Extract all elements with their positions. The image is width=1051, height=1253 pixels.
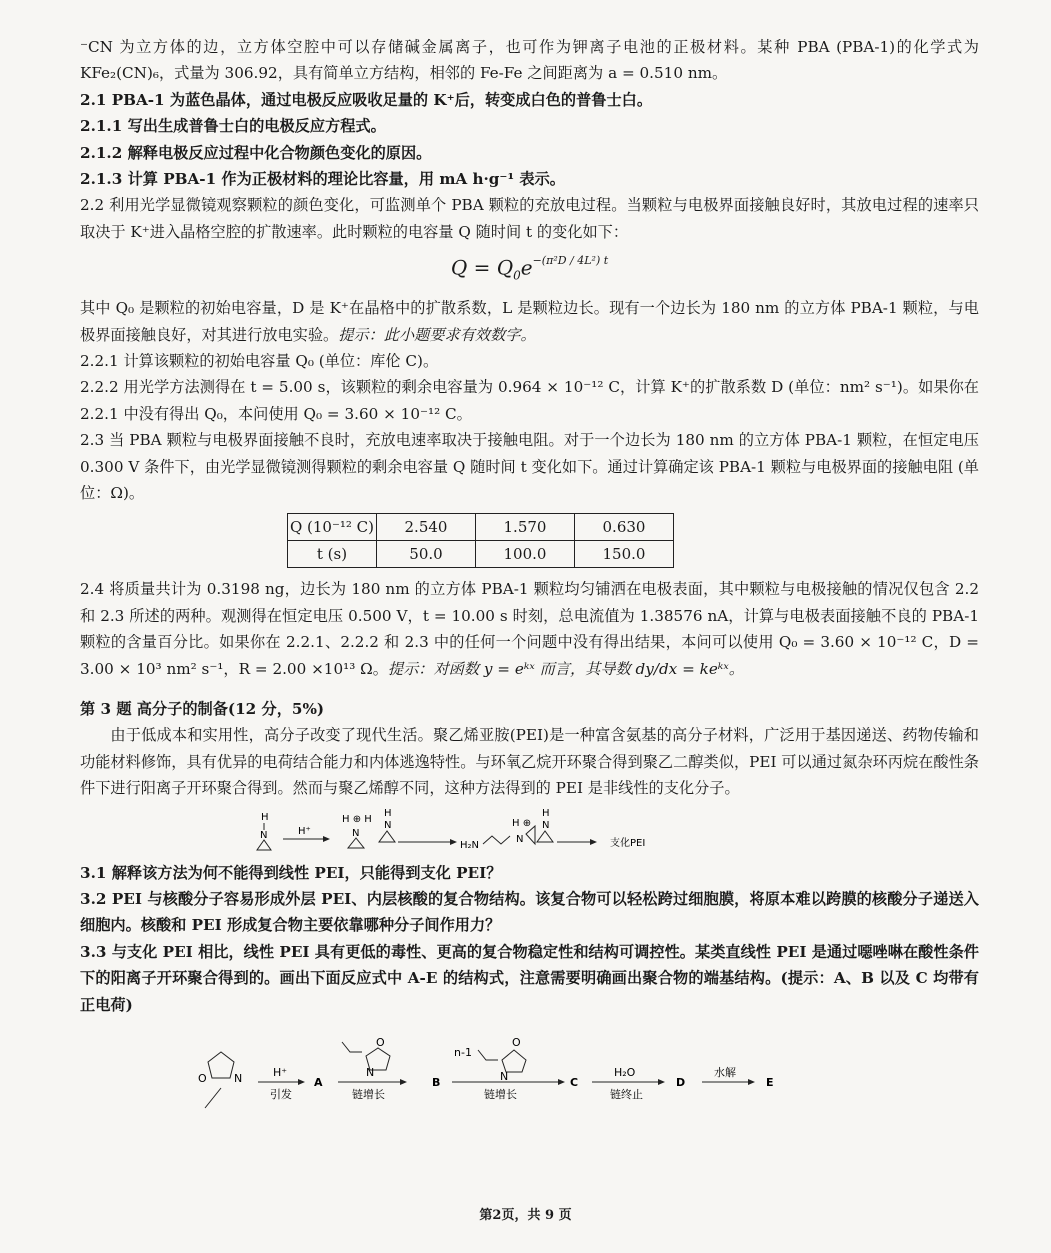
hint-significant-figures: 提示：此小题要求有效数字。 (338, 325, 536, 344)
svg-text:N: N (516, 833, 524, 845)
question-2-4: 2.4 将质量共计为 0.3198 ng，边长为 180 nm 的立方体 PBA-1 颗粒均匀铺洒在电极表面，其中颗粒与电极接触的情况仅包含 2.2 和 2.3 所述的两种。观测得在恒定电压 0.500 V，t = 10.00 s 时刻，总电流值为 1.38576 nA，计算与电极表面接触不良的 PBA-1 颗粒的含量百分比。如果你在 2.2.1、2.2.2 和 2.3 中的任何一个问题中没有得出结果，本问可以使用 Q₀ = 3.60 × 10⁻¹² C，D = 3.00 × 10³ nm² s⁻¹，R = 2.00 ×10¹³ Ω。提示：对函数 y = eᵏˣ 而言，其导数 dy/dx = keᵏˣ。 (80, 580, 979, 678)
scheme2-svg (80, 1036, 979, 1114)
section-3-title: 第 3 题 高分子的制备(12 分，5%) (80, 699, 325, 718)
label-e: E (766, 1076, 774, 1089)
question-2-1-1: 2.1.1 写出生成普鲁士白的电极反应方程式。 (80, 117, 386, 136)
svg-text:N: N (384, 819, 392, 831)
question-3-2: 3.2 PEI 与核酸分子容易形成外层 PEI、内层核酸的复合物结构。该复合物可以轻松跨过细胞膜，将原本难以跨膜的核酸分子递送入细胞内。核酸和 PEI 形成复合物主要依靠哪种分子间作用力？ (80, 889, 979, 935)
capacity-time-table (287, 513, 674, 569)
label-c: C (570, 1076, 579, 1089)
svg-text:n-1: n-1 (454, 1046, 472, 1059)
svg-text:N: N (260, 829, 268, 841)
oxazoline-icon (342, 1036, 390, 1079)
question-3-3: 3.3 与支化 PEI 相比，线性 PEI 具有更低的毒性、更高的复合物稳定性和结构可调控性。某类直线性 PEI 是通过噁唑啉在酸性条件下的阳离子开环聚合得到的。画出下面反应式中 A-E 的结构式，注意需要明确画出聚合物的端基结构。(提示：A、B 以及 C 均带有正电荷) (80, 942, 979, 1014)
table-header-t: t (s) (288, 540, 377, 567)
svg-text:H: H (261, 811, 269, 823)
page-footer: 第2页，共 9 页 (479, 1208, 572, 1223)
svg-text:H ⊕ H: H ⊕ H (342, 813, 372, 825)
svg-text:H: H (542, 807, 550, 819)
svg-text:H ⊕: H ⊕ (512, 817, 532, 829)
question-2-2: 2.2 利用光学显微镜观察颗粒的颜色变化，可监测单个 PBA 颗粒的充放电过程。当颗粒与电极界面接触良好时，其放电过程的速率只取决于 K⁺进入晶格空腔的扩散速率。此时颗粒的电容量 Q 随时间 t 的变化如下： (80, 196, 979, 241)
svg-text:H: H (384, 807, 392, 819)
svg-text:H₂O: H₂O (614, 1066, 636, 1079)
svg-text:N: N (500, 1070, 509, 1083)
table-cell: 150.0 (575, 540, 674, 567)
svg-text:N: N (234, 1072, 243, 1085)
table-row (288, 513, 674, 540)
aziridine-icon (537, 808, 553, 842)
svg-text:O: O (512, 1036, 521, 1049)
oxazoline-icon (454, 1036, 526, 1083)
table-header-q: Q (10⁻¹² C) (288, 513, 377, 540)
intro-paragraph: ⁻CN 为立方体的边，立方体空腔中可以存储碱金属离子，也可作为钾离子电池的正极材料。某种 PBA (PBA-1)的化学式为 KFe₂(CN)₆，式量为 306.92，具有简单立方结构，相邻的 Fe-Fe 之间距离为 a = 0.510 nm。 (80, 38, 979, 83)
svg-text:链终止: 链终止 (610, 1088, 643, 1101)
table-cell: 2.540 (377, 513, 476, 540)
svg-text:链增长: 链增长 (352, 1088, 385, 1101)
oxazoline-icon (198, 1052, 242, 1108)
ring-opened-chain-icon (460, 818, 535, 851)
table-cell: 50.0 (377, 540, 476, 567)
question-2-1-3: 2.1.3 计算 PBA-1 作为正极材料的理论比容量，用 mA h·g⁻¹ 表示。 (80, 170, 565, 189)
table-cell: 0.630 (575, 513, 674, 540)
svg-text:N: N (352, 827, 360, 839)
equation-exponent: −(π²D / 4L²) t (532, 254, 609, 268)
oxazoline-polymerization-scheme (80, 1036, 979, 1114)
question-2-2-2: 2.2.2 用光学方法测得在 t = 5.00 s，该颗粒的剩余电容量为 0.964 × 10⁻¹² C，计算 K⁺的扩散系数 D (单位：nm² s⁻¹)。如果你在 2.2.1 中没有得出 Q₀，本问使用 Q₀ = 3.60 × 10⁻¹² C。 (80, 378, 979, 423)
svg-text:水解: 水解 (714, 1066, 736, 1079)
section-3-paragraph: 由于低成本和实用性，高分子改变了现代生活。聚乙烯亚胺(PEI)是一种富含氨基的高分子材料，广泛用于基因递送、药物传输和功能材料修饰，具有优异的电荷结合能力和内体逃逸特性。与环氧乙烷开环聚合得到聚乙二醇类似，PEI 可以通过氮杂环丙烷在酸性条件下进行阳离子开环聚合得到。然而与聚乙烯醇不同，这种方法得到的 PEI 是非线性的支化分子。 (80, 726, 979, 798)
question-2-2-1: 2.2.1 计算该颗粒的初始电容量 Q₀ (单位：库伦 C)。 (80, 352, 439, 371)
svg-text:链增长: 链增长 (484, 1088, 517, 1101)
protonated-aziridine-icon (342, 814, 372, 848)
svg-text:O: O (376, 1036, 385, 1049)
table-cell: 100.0 (476, 540, 575, 567)
label-d: D (676, 1076, 686, 1089)
question-2-1-2: 2.1.2 解释电极反应过程中化合物颜色变化的原因。 (80, 143, 432, 162)
svg-text:N: N (366, 1066, 375, 1079)
aziridine-polymerization-scheme (80, 806, 979, 856)
table-row (288, 540, 674, 567)
svg-text:引发: 引发 (270, 1088, 292, 1101)
question-2-1: 2.1 PBA-1 为蓝色晶体，通过电极反应吸收足量的 K⁺后，转变成白色的普鲁士白。 (80, 90, 653, 109)
aziridine-icon (379, 808, 395, 842)
svg-text:H⁺: H⁺ (273, 1066, 288, 1079)
question-2-2-description: 其中 Q₀ 是颗粒的初始电容量，D 是 K⁺在晶格中的扩散系数，L 是颗粒边长。现有一个边长为 180 nm 的立方体 PBA-1 颗粒，与电极界面接触良好，对其进行放电实验。提示：此小题要求有效数字。 (80, 299, 979, 344)
decay-equation: $Q = Q_0e^{-(\pi^2D / 4L^2) t}$ (450, 254, 609, 283)
table-cell: 1.570 (476, 513, 575, 540)
label-a: A (314, 1076, 323, 1089)
scheme1-svg (80, 806, 979, 856)
svg-text:N: N (542, 819, 550, 831)
svg-text:O: O (198, 1072, 207, 1085)
question-3-1: 3.1 解释该方法为何不能得到线性 PEI，只能得到支化 PEI？ (80, 863, 502, 882)
aziridine-icon (257, 812, 271, 850)
label-b: B (432, 1076, 441, 1089)
reagent-h-plus: H⁺ (298, 825, 311, 837)
branched-pei-label: 支化PEI (610, 837, 646, 849)
svg-text:H₂N: H₂N (460, 839, 480, 851)
hint-derivative: 提示：对函数 y = eᵏˣ 而言，其导数 dy/dx = keᵏˣ。 (387, 659, 744, 678)
question-2-3: 2.3 当 PBA 颗粒与电极界面接触不良时，充放电速率取决于接触电阻。对于一个边长为 180 nm 的立方体 PBA-1 颗粒，在恒定电压 0.300 V 条件下，由光学显微镜测得颗粒的剩余电容量 Q 随时间 t 变化如下。通过计算确定该 PBA-1 颗粒与电极界面的接触电阻 (单位：Ω)。 (80, 431, 979, 503)
